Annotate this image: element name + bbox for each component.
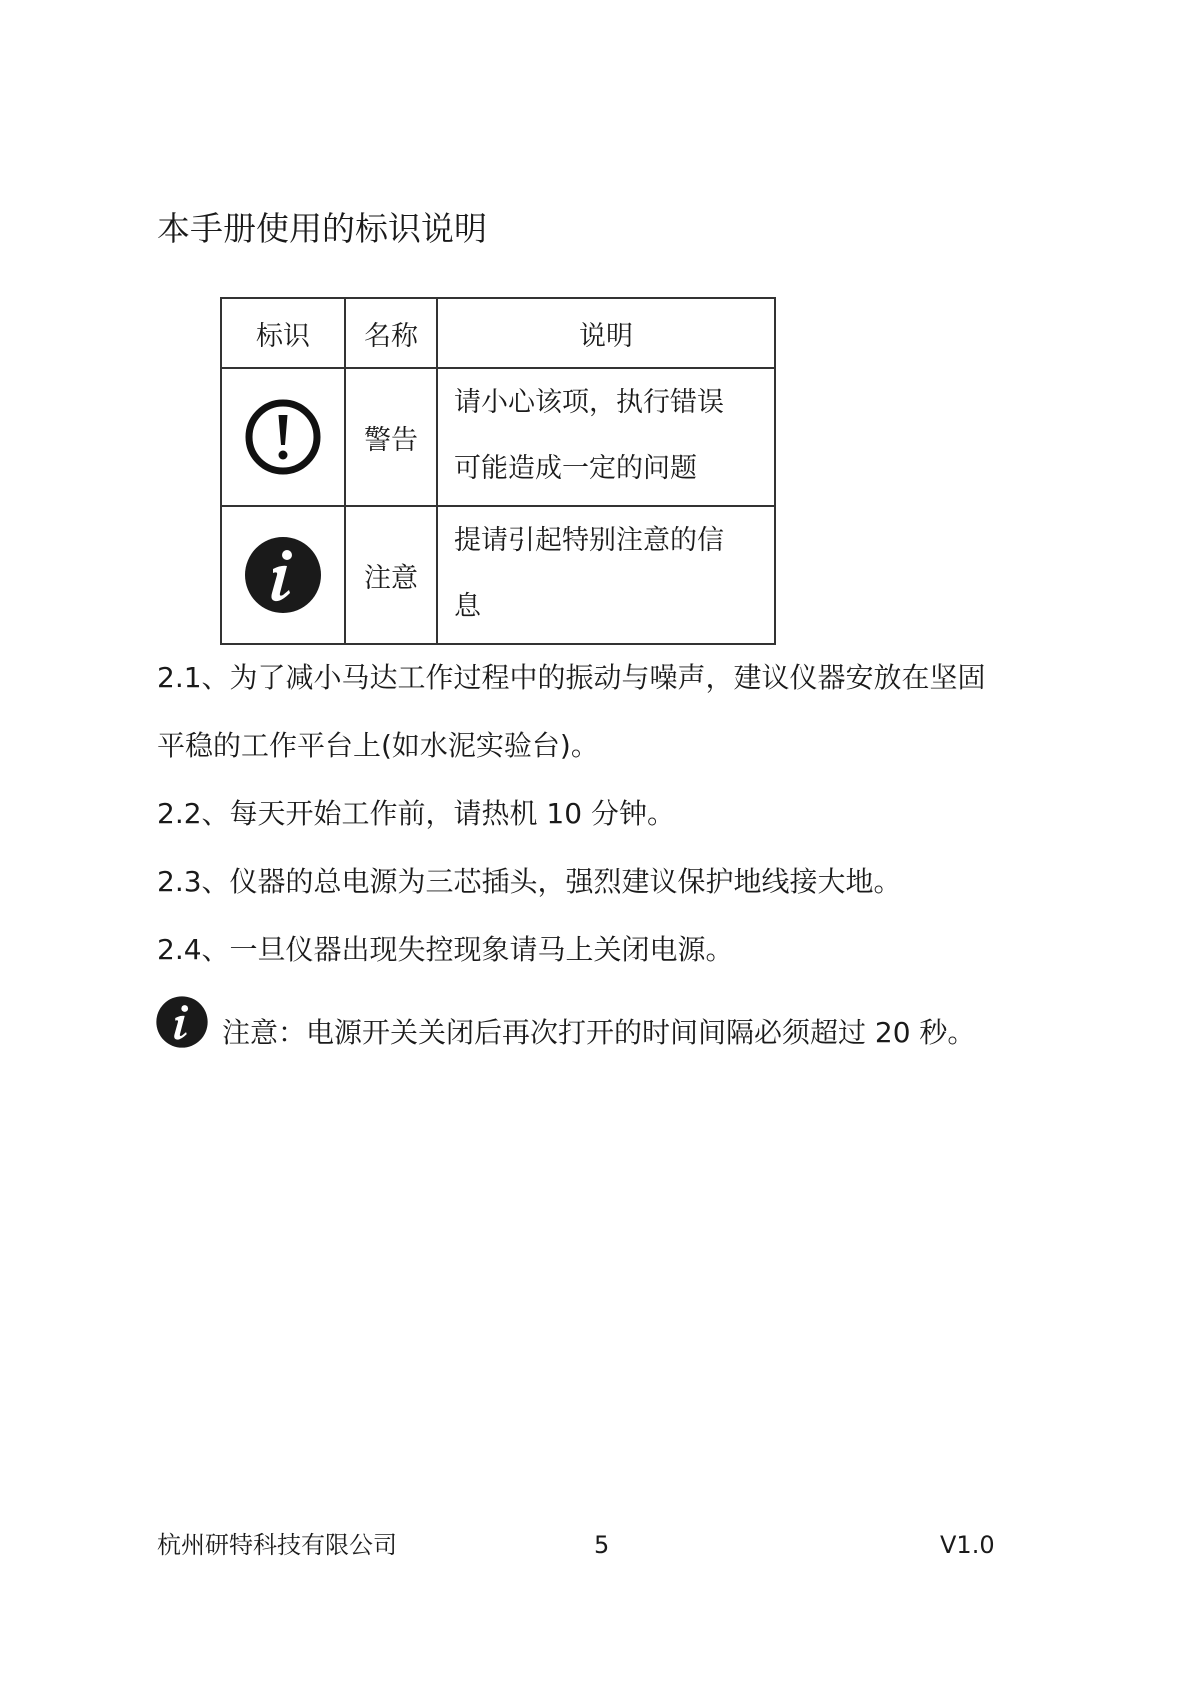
info-circle-icon [155, 995, 209, 1049]
exclamation-circle-icon [243, 397, 323, 477]
symbol-table [220, 297, 776, 645]
header-name: 名称 [345, 298, 437, 368]
name-cell: 注意 [345, 506, 437, 644]
header-description: 说明 [437, 298, 775, 368]
item-2-1-line-2: 平稳的工作平台上(如水泥实验台)。 [157, 729, 599, 762]
description-line: 请小心该项，执行错误 [454, 387, 724, 418]
table-row-notice [221, 506, 775, 644]
icon-cell [221, 506, 345, 644]
header-symbol: 标识 [221, 298, 345, 368]
icon-cell [221, 368, 345, 506]
description-line: 可能造成一定的问题 [454, 453, 697, 484]
note-text: 注意：电源开关关闭后再次打开的时间间隔必须超过 20 秒。 [222, 1016, 976, 1049]
description-line: 息 [454, 591, 481, 622]
footer-company: 杭州研特科技有限公司 [157, 1531, 397, 1559]
description-cell [437, 506, 775, 644]
page-number: 5 [594, 1531, 610, 1559]
description-line: 提请引起特别注意的信 [454, 525, 724, 556]
name-cell: 警告 [345, 368, 437, 506]
item-2-3: 2.3、仪器的总电源为三芯插头，强烈建议保护地线接大地。 [157, 865, 902, 898]
item-2-2: 2.2、每天开始工作前，请热机 10 分钟。 [157, 797, 675, 830]
description-cell [437, 368, 775, 506]
item-2-1-line-1: 2.1、为了减小马达工作过程中的振动与噪声，建议仪器安放在坚固 [157, 661, 986, 694]
footer-version: V1.0 [940, 1531, 995, 1559]
table-header-row [221, 298, 775, 368]
item-2-4: 2.4、一旦仪器出现失控现象请马上关闭电源。 [157, 933, 734, 966]
info-circle-icon [243, 535, 323, 615]
page-title: 本手册使用的标识说明 [157, 209, 487, 248]
table-row-warning [221, 368, 775, 506]
